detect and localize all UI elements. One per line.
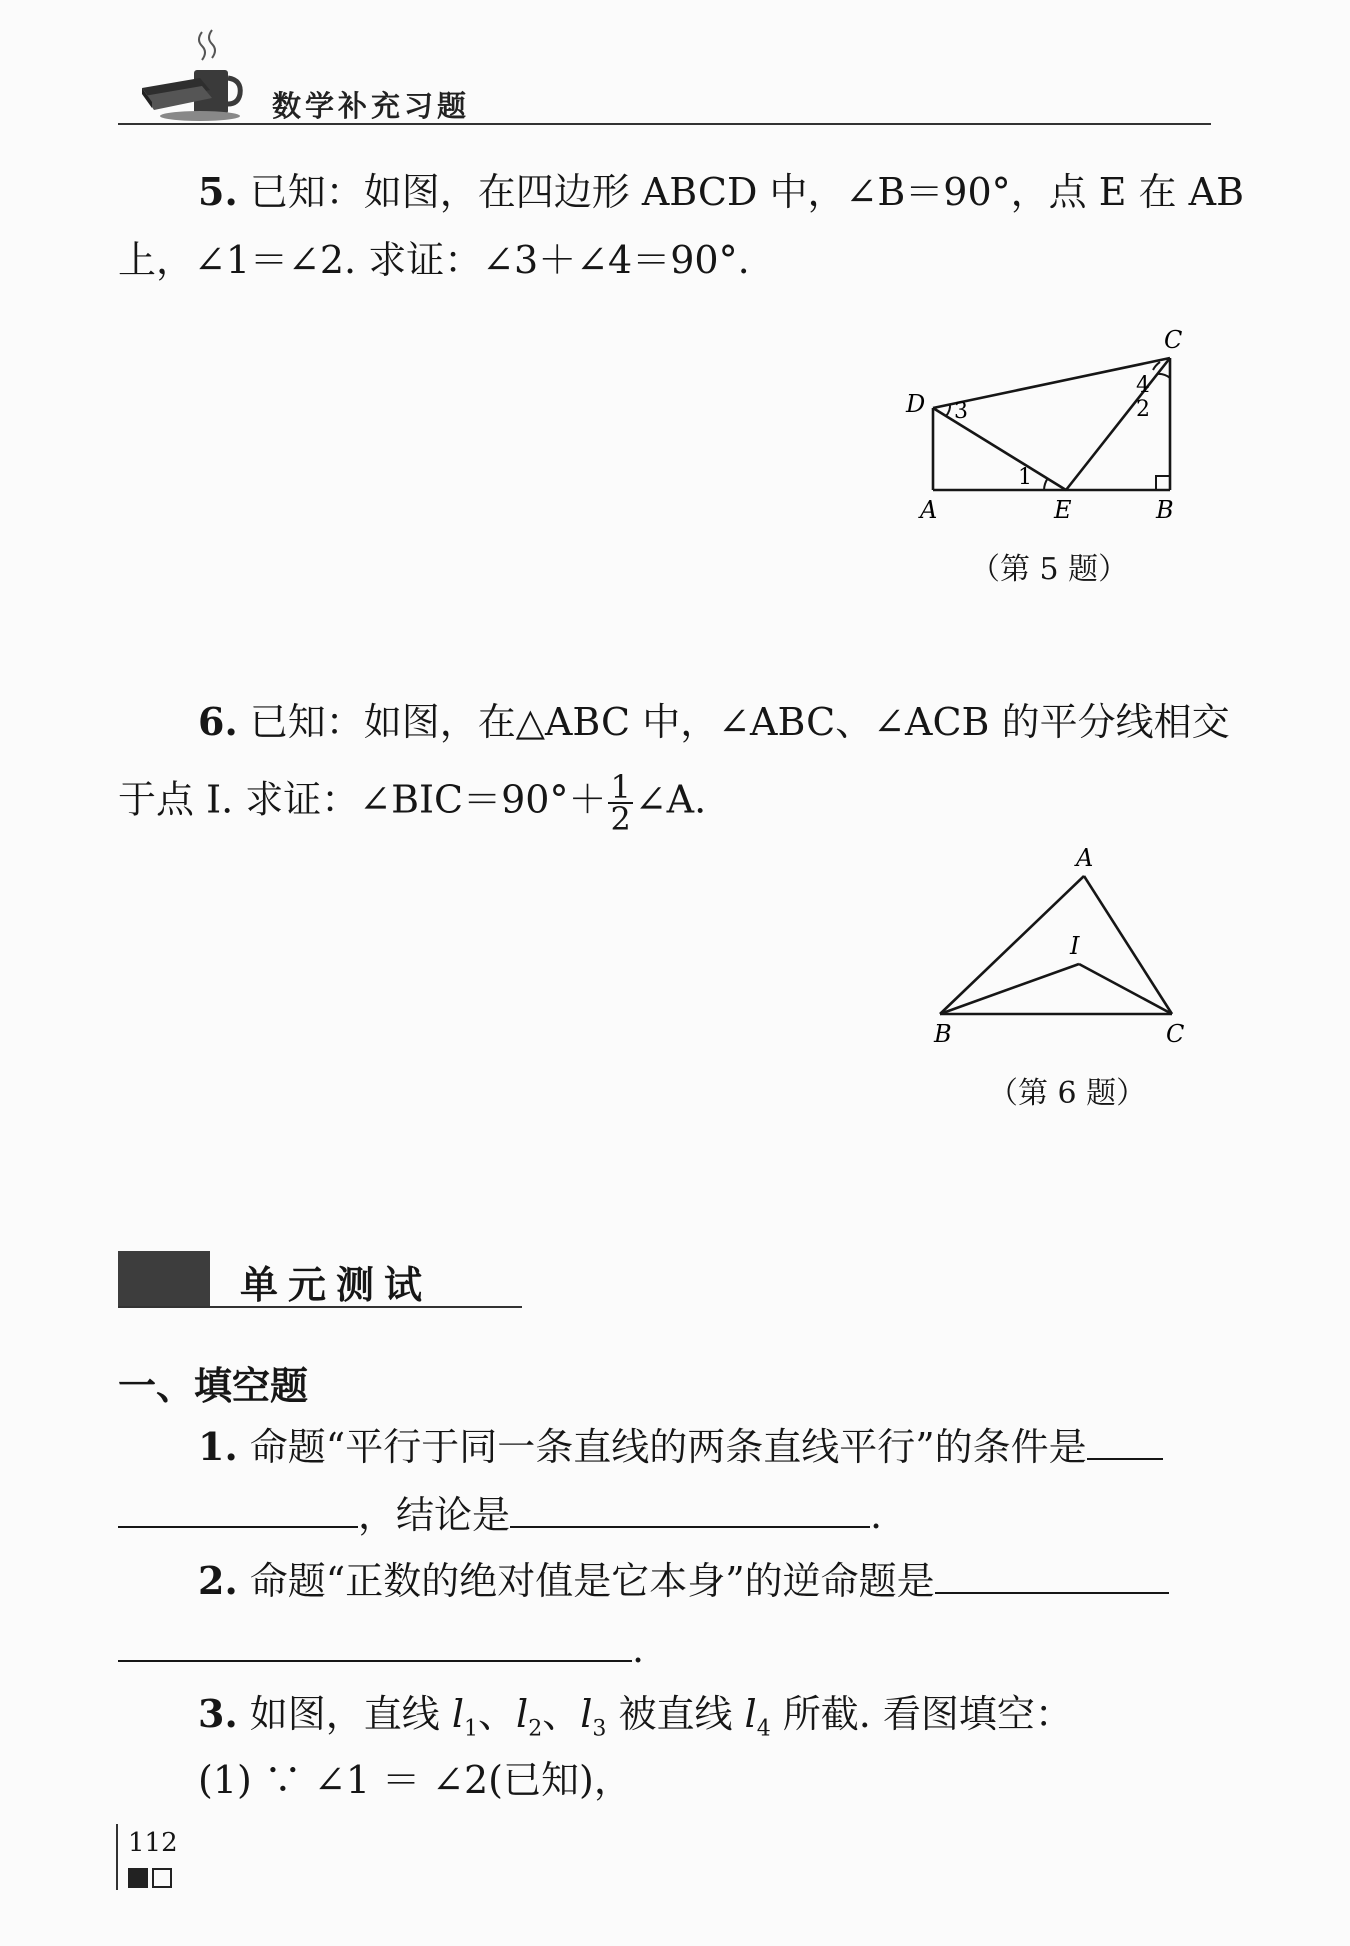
q3-s1: 1 — [464, 1716, 479, 1742]
q3-text1b: 被直线 — [606, 1692, 745, 1736]
fig5-label-B: B — [1156, 496, 1174, 524]
fig6-label-A: A — [1076, 844, 1094, 872]
q2-text1: 命题“正数的绝对值是它本身”的逆命题是 — [249, 1559, 935, 1603]
q1-line1 — [198, 1422, 1163, 1471]
book-coffee-logo-icon — [140, 26, 250, 122]
problem5-caption: （第 5 题） — [970, 552, 1129, 587]
q1-line2 — [118, 1490, 882, 1539]
fig5-angle-3: 3 — [954, 399, 968, 424]
q2-end: . — [632, 1627, 645, 1671]
q3-sep1: 、 — [478, 1692, 517, 1736]
filled-square-icon — [128, 1868, 148, 1888]
problem5-text1: 已知：如图，在四边形 ABCD 中，∠B＝90°，点 E 在 AB — [249, 170, 1245, 214]
fig6-label-I: I — [1070, 932, 1080, 960]
fig6-label-C: C — [1166, 1020, 1185, 1048]
q3-text1c: 所截. 看图填空： — [770, 1692, 1073, 1736]
fig6-label-B: B — [934, 1020, 952, 1048]
fig5-angle-1: 1 — [1018, 465, 1032, 490]
q3-s2: 2 — [528, 1716, 543, 1742]
fig5-label-E: E — [1054, 496, 1072, 524]
problem5-line1 — [198, 168, 1244, 216]
q1-number: 1. — [198, 1424, 238, 1469]
part1-title: 一、填空题 — [118, 1364, 309, 1408]
problem6-text2b: ∠A. — [634, 777, 707, 822]
q3-l2: l — [516, 1692, 529, 1736]
q3-sub1: (1) ∵ ∠1 ＝ ∠2(已知)， — [198, 1758, 632, 1802]
problem6-line1 — [198, 698, 1230, 746]
problem6-fraction — [608, 768, 632, 838]
problem6-text1: 已知：如图，在△ABC 中，∠ABC、∠ACB 的平分线相交 — [249, 700, 1230, 744]
book-title: 数学补充习题 — [272, 89, 471, 123]
page-number: 112 — [128, 1828, 178, 1858]
problem6-text2a: 于点 I. 求证：∠BIC＝90°＋ — [118, 777, 607, 822]
empty-square-icon — [152, 1868, 172, 1888]
q3-s4: 4 — [756, 1716, 771, 1742]
fig5-angle-2: 2 — [1136, 397, 1150, 422]
q1-text1: 命题“平行于同一条直线的两条直线平行”的条件是 — [249, 1425, 1087, 1469]
q3-number: 3. — [198, 1691, 238, 1736]
q3-line1 — [198, 1690, 1073, 1754]
fig5-label-A: A — [920, 496, 938, 524]
fig5-label-C: C — [1164, 326, 1183, 354]
q3-l4: l — [744, 1692, 757, 1736]
q1-blank1-end[interactable] — [118, 1490, 358, 1528]
q2-line1 — [198, 1556, 1169, 1605]
q2-line2 — [118, 1624, 644, 1673]
q3-l1: l — [451, 1692, 465, 1736]
q1-text2: ，结论是 — [358, 1493, 511, 1537]
problem6-caption: （第 6 题） — [988, 1076, 1147, 1111]
section-underline — [118, 1306, 522, 1308]
q3-sep2: 、 — [542, 1692, 581, 1736]
header-divider — [118, 123, 1211, 125]
fraction-denominator: 2 — [610, 800, 631, 838]
fraction-numerator: 1 — [610, 768, 631, 806]
problem6-line2 — [118, 768, 707, 838]
problem6-number: 6. — [198, 699, 238, 744]
problem5-number: 5. — [198, 169, 238, 214]
fig5-label-D: D — [906, 390, 926, 418]
q2-blank-end[interactable] — [118, 1624, 632, 1662]
problem5-line2: 上，∠1＝∠2. 求证：∠3＋∠4＝90°. — [118, 238, 750, 282]
q1-end: . — [870, 1493, 883, 1537]
section-marker — [118, 1251, 210, 1307]
q1-blank2[interactable] — [510, 1490, 870, 1528]
q3-l3: l — [580, 1692, 593, 1736]
section-title: 单元测试 — [240, 1263, 433, 1307]
q3-s3: 3 — [592, 1716, 607, 1742]
problem6-figure — [922, 840, 1202, 1050]
q3-text1a: 如图，直线 — [249, 1692, 452, 1736]
fig5-angle-4: 4 — [1136, 373, 1150, 398]
q2-number: 2. — [198, 1558, 238, 1603]
footer-bar — [116, 1824, 118, 1890]
q2-blank-start[interactable] — [935, 1556, 1169, 1594]
problem5-figure — [898, 318, 1198, 528]
q1-blank1-start[interactable] — [1087, 1422, 1163, 1460]
